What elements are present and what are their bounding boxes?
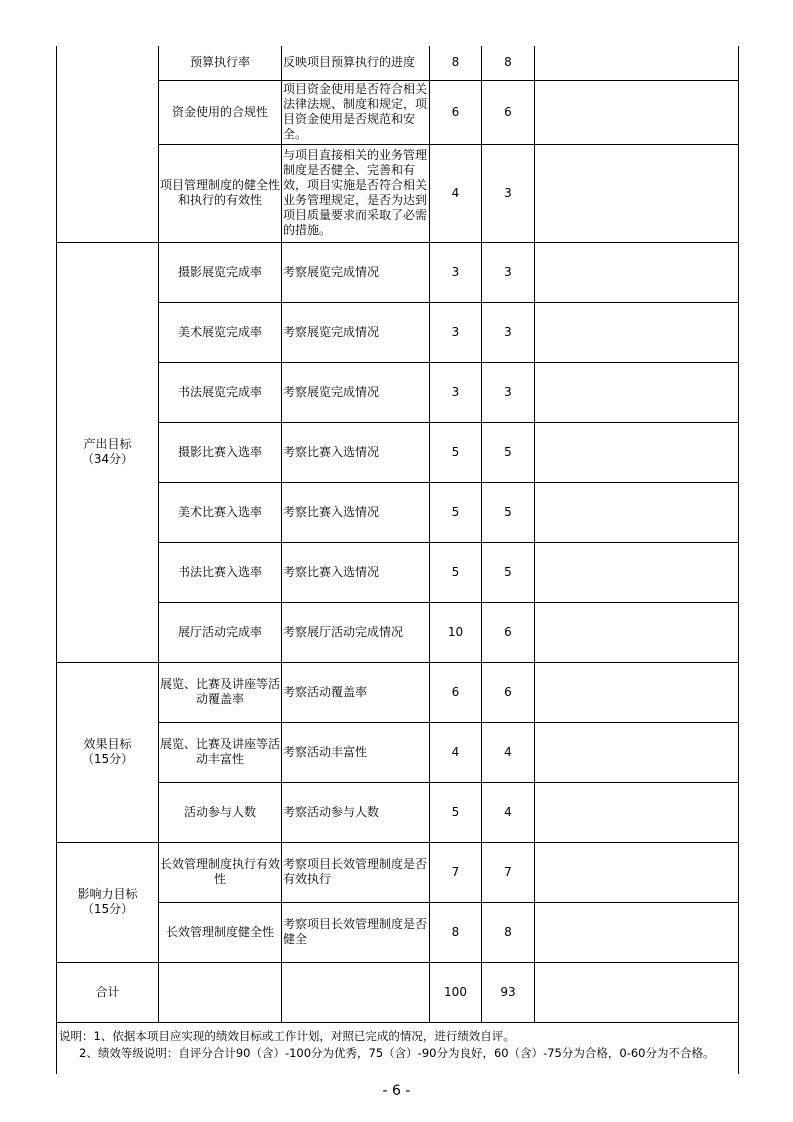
remark-cell <box>535 302 739 362</box>
score-cell: 4 <box>482 782 535 842</box>
score-cell: 5 <box>482 482 535 542</box>
category-label: 影响力目标 <box>77 887 138 901</box>
table-row <box>57 422 739 482</box>
indicator-cell: 摄影比赛入选率 <box>159 422 282 482</box>
description-cell: 反映项目预算执行的进度 <box>282 46 430 80</box>
table-row <box>57 662 739 722</box>
remark-cell <box>535 80 739 144</box>
weight-cell: 6 <box>430 80 482 144</box>
score-cell: 3 <box>482 362 535 422</box>
weight-cell: 7 <box>430 842 482 902</box>
table-row <box>57 782 739 842</box>
remark-cell <box>535 422 739 482</box>
table-row <box>57 602 739 662</box>
description-cell: 考察活动丰富性 <box>282 722 430 782</box>
total-description-empty <box>282 962 430 1022</box>
description-cell: 考察活动覆盖率 <box>282 662 430 722</box>
note-line-1: 说明：1、依据本项目应实现的绩效目标或工作计划，对照已完成的情况，进行绩效自评。 <box>59 1028 515 1043</box>
description-cell: 考察展览完成情况 <box>282 242 430 302</box>
indicator-cell: 美术展览完成率 <box>159 302 282 362</box>
remark-cell <box>535 46 739 80</box>
table-row <box>57 902 739 962</box>
weight-cell: 6 <box>430 662 482 722</box>
remark-cell <box>535 482 739 542</box>
weight-cell: 5 <box>430 782 482 842</box>
indicator-cell: 资金使用的合规性 <box>159 80 282 144</box>
score-cell: 6 <box>482 80 535 144</box>
description-cell: 考察展厅活动完成情况 <box>282 602 430 662</box>
total-remark-empty <box>535 962 739 1022</box>
note-line-2: 2、绩效等级说明：自评分合计90（含）-100分为优秀，75（含）-90分为良好，60（含）-75分为合格，0-60分为不合格。 <box>79 1045 715 1060</box>
table-row <box>57 482 739 542</box>
category-label: 产出目标 <box>83 437 132 451</box>
weight-cell: 4 <box>430 722 482 782</box>
score-cell: 3 <box>482 302 535 362</box>
weight-cell: 5 <box>430 422 482 482</box>
weight-cell: 8 <box>430 46 482 80</box>
score-cell: 4 <box>482 722 535 782</box>
category-cell-impact <box>57 842 159 962</box>
indicator-cell: 活动参与人数 <box>159 782 282 842</box>
description-cell: 考察比赛入选情况 <box>282 422 430 482</box>
indicator-cell: 预算执行率 <box>159 46 282 80</box>
category-cell-continued <box>57 46 159 242</box>
table-row <box>57 242 739 302</box>
table-row <box>57 842 739 902</box>
category-label: 效果目标 <box>83 737 132 751</box>
notes-row <box>57 1022 739 1074</box>
page-number: - 6 - <box>382 1083 411 1099</box>
total-weight: 100 <box>430 962 482 1022</box>
remark-cell <box>535 602 739 662</box>
description-cell: 考察项目长效管理制度是否健全 <box>282 902 430 962</box>
category-points: （15分） <box>81 902 134 916</box>
weight-cell: 3 <box>430 362 482 422</box>
indicator-cell: 摄影展览完成率 <box>159 242 282 302</box>
description-cell: 与项目直接相关的业务管理制度是否健全、完善和有效，项目实施是否符合相关业务管理规定，是否为达到项目质量要求而采取了必需的措施。 <box>282 144 430 242</box>
total-score: 93 <box>482 962 535 1022</box>
score-cell: 5 <box>482 422 535 482</box>
score-cell: 8 <box>482 46 535 80</box>
description-cell: 考察比赛入选情况 <box>282 542 430 602</box>
score-cell: 6 <box>482 662 535 722</box>
category-points: （15分） <box>81 752 134 766</box>
remark-cell <box>535 902 739 962</box>
table-row <box>57 302 739 362</box>
indicator-cell: 书法展览完成率 <box>159 362 282 422</box>
weight-cell: 8 <box>430 902 482 962</box>
category-points: （34分） <box>81 452 134 466</box>
total-label: 合计 <box>57 962 159 1022</box>
score-cell: 3 <box>482 144 535 242</box>
indicator-cell: 展览、比赛及讲座等活动覆盖率 <box>159 662 282 722</box>
category-cell-effect <box>57 662 159 842</box>
weight-cell: 5 <box>430 542 482 602</box>
description-cell: 考察比赛入选情况 <box>282 482 430 542</box>
remark-cell <box>535 362 739 422</box>
score-cell: 5 <box>482 542 535 602</box>
weight-cell: 3 <box>430 242 482 302</box>
indicator-cell: 长效管理制度健全性 <box>159 902 282 962</box>
category-cell-output <box>57 242 159 662</box>
weight-cell: 4 <box>430 144 482 242</box>
notes-cell <box>57 1022 739 1074</box>
table-row <box>57 542 739 602</box>
description-cell: 项目资金使用是否符合相关法律法规、制度和规定，项目资金使用是否规范和安全。 <box>282 80 430 144</box>
indicator-cell: 展览、比赛及讲座等活动丰富性 <box>159 722 282 782</box>
description-cell: 考察项目长效管理制度是否有效执行 <box>282 842 430 902</box>
weight-cell: 10 <box>430 602 482 662</box>
score-cell: 8 <box>482 902 535 962</box>
remark-cell <box>535 842 739 902</box>
remark-cell <box>535 144 739 242</box>
remark-cell <box>535 722 739 782</box>
total-row <box>57 962 739 1022</box>
table-row <box>57 362 739 422</box>
table-row <box>57 46 739 80</box>
indicator-cell: 展厅活动完成率 <box>159 602 282 662</box>
indicator-cell: 项目管理制度的健全性和执行的有效性 <box>159 144 282 242</box>
evaluation-table-sheet <box>56 46 737 1074</box>
remark-cell <box>535 242 739 302</box>
description-cell: 考察展览完成情况 <box>282 362 430 422</box>
indicator-cell: 长效管理制度执行有效性 <box>159 842 282 902</box>
description-cell: 考察活动参与人数 <box>282 782 430 842</box>
score-cell: 6 <box>482 602 535 662</box>
weight-cell: 3 <box>430 302 482 362</box>
table-row <box>57 144 739 242</box>
description-cell: 考察展览完成情况 <box>282 302 430 362</box>
indicator-cell: 书法比赛入选率 <box>159 542 282 602</box>
indicator-cell: 美术比赛入选率 <box>159 482 282 542</box>
total-indicator-empty <box>159 962 282 1022</box>
performance-evaluation-table <box>56 46 739 1074</box>
remark-cell <box>535 782 739 842</box>
score-cell: 3 <box>482 242 535 302</box>
remark-cell <box>535 542 739 602</box>
table-row <box>57 80 739 144</box>
remark-cell <box>535 662 739 722</box>
weight-cell: 5 <box>430 482 482 542</box>
table-row <box>57 722 739 782</box>
score-cell: 7 <box>482 842 535 902</box>
